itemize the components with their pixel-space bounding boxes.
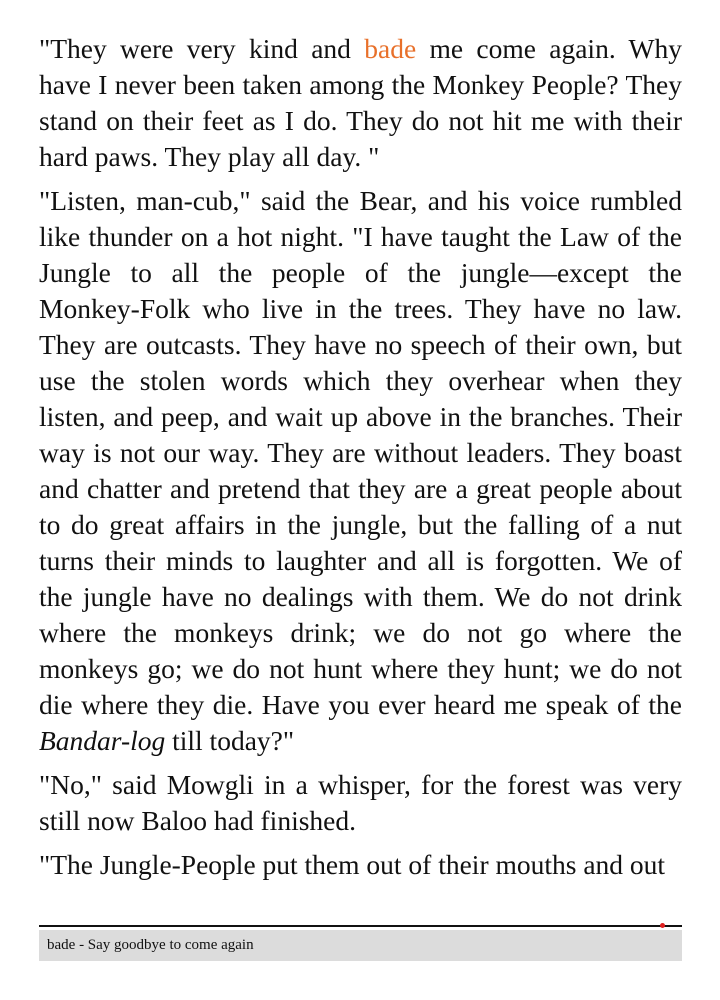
paragraph-1 (39, 31, 682, 175)
paragraph-2-text-b: till today?" (165, 725, 295, 756)
progress-track (39, 925, 682, 927)
glossary-definition: bade - Say goodbye to come again (47, 937, 254, 953)
paragraph-4: "The Jungle-People put them out of their mouths and out (39, 849, 666, 880)
italic-term-bandar-log: Bandar-log (39, 725, 166, 756)
paragraph-2 (39, 183, 682, 759)
paragraph-3: "No," said Mowgli in a whisper, for the forest was very still now Baloo had finished. (39, 769, 682, 836)
paragraph-2-text-a: "Listen, man-cub," said the Bear, and his voice rumbled like thunder on a hot night. "I have taught the Law of the Jungle to all the people of the jungle—except the Monkey-Folk who live in the trees. They have no law. They are outcasts. They have no speech of their own, but use the stolen words which they overhear when they listen, and peep, and wait up above in the branches. Their way is not our way. They are without leaders. They boast and chatter and pretend that they are a great people about to do great affairs in the jungle, but the falling of a nut turns their minds to laughter and all is forgotten. We of the jungle have no dealings with them. We do not drink where the monkeys drink; we do not go where the monkeys go; we do not hunt where they hunt; we do not die where they die. Have you ever heard me speak of the (39, 185, 682, 720)
paragraph-1-text-a: "They were very kind and (39, 33, 365, 64)
progress-marker[interactable] (660, 923, 665, 928)
reading-progress-bar[interactable] (39, 924, 682, 928)
glossary-word-bade[interactable]: bade (364, 33, 417, 64)
glossary-bar (39, 930, 682, 961)
paragraph-1-text-b: me come again. Why have I never been taken among the Monkey People? They stand on their feet as I do. They do not hit me with their hard paws. They play all day. " (39, 33, 682, 172)
book-page-text (39, 31, 682, 891)
